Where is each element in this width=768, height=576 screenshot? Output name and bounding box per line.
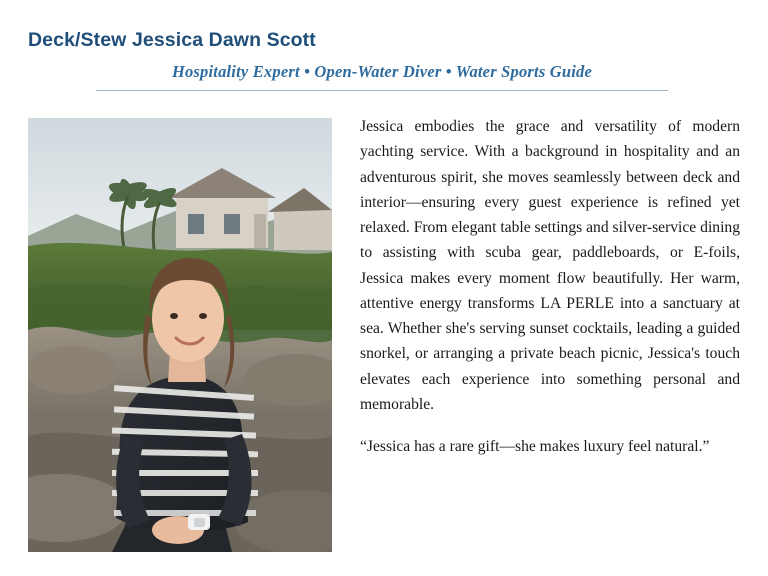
- horizontal-divider: [96, 90, 668, 91]
- pull-quote: “Jessica has a rare gift—she makes luxury feel natural.”: [360, 438, 710, 455]
- bio-text-column: [360, 114, 740, 459]
- crew-portrait-photo: [28, 118, 332, 552]
- bio-paragraph: Jessica embodies the grace and versatility of modern yachting service. With a background in hospitality and an adventurous spirit, she moves seamlessly between deck and interior—ensuring every guest experience is refined yet relaxed. From elegant table settings and silver-service dining to assisting with scuba gear, paddleboards, or E-foils, Jessica makes every moment flow beautifully. Her warm, attentive energy transforms LA PERLE into a sanctuary at sea. Whether she's serving sunset cocktails, leading a guided snorkel, or arranging a private beach picnic, Jessica's touch elevates each experience into something personal and memorable.: [360, 118, 740, 413]
- page-title: Deck/Stew Jessica Dawn Scott: [28, 29, 316, 52]
- subtitle-block: [96, 62, 668, 91]
- page-subtitle: Hospitality Expert • Open-Water Diver • Water Sports Guide: [171, 62, 593, 81]
